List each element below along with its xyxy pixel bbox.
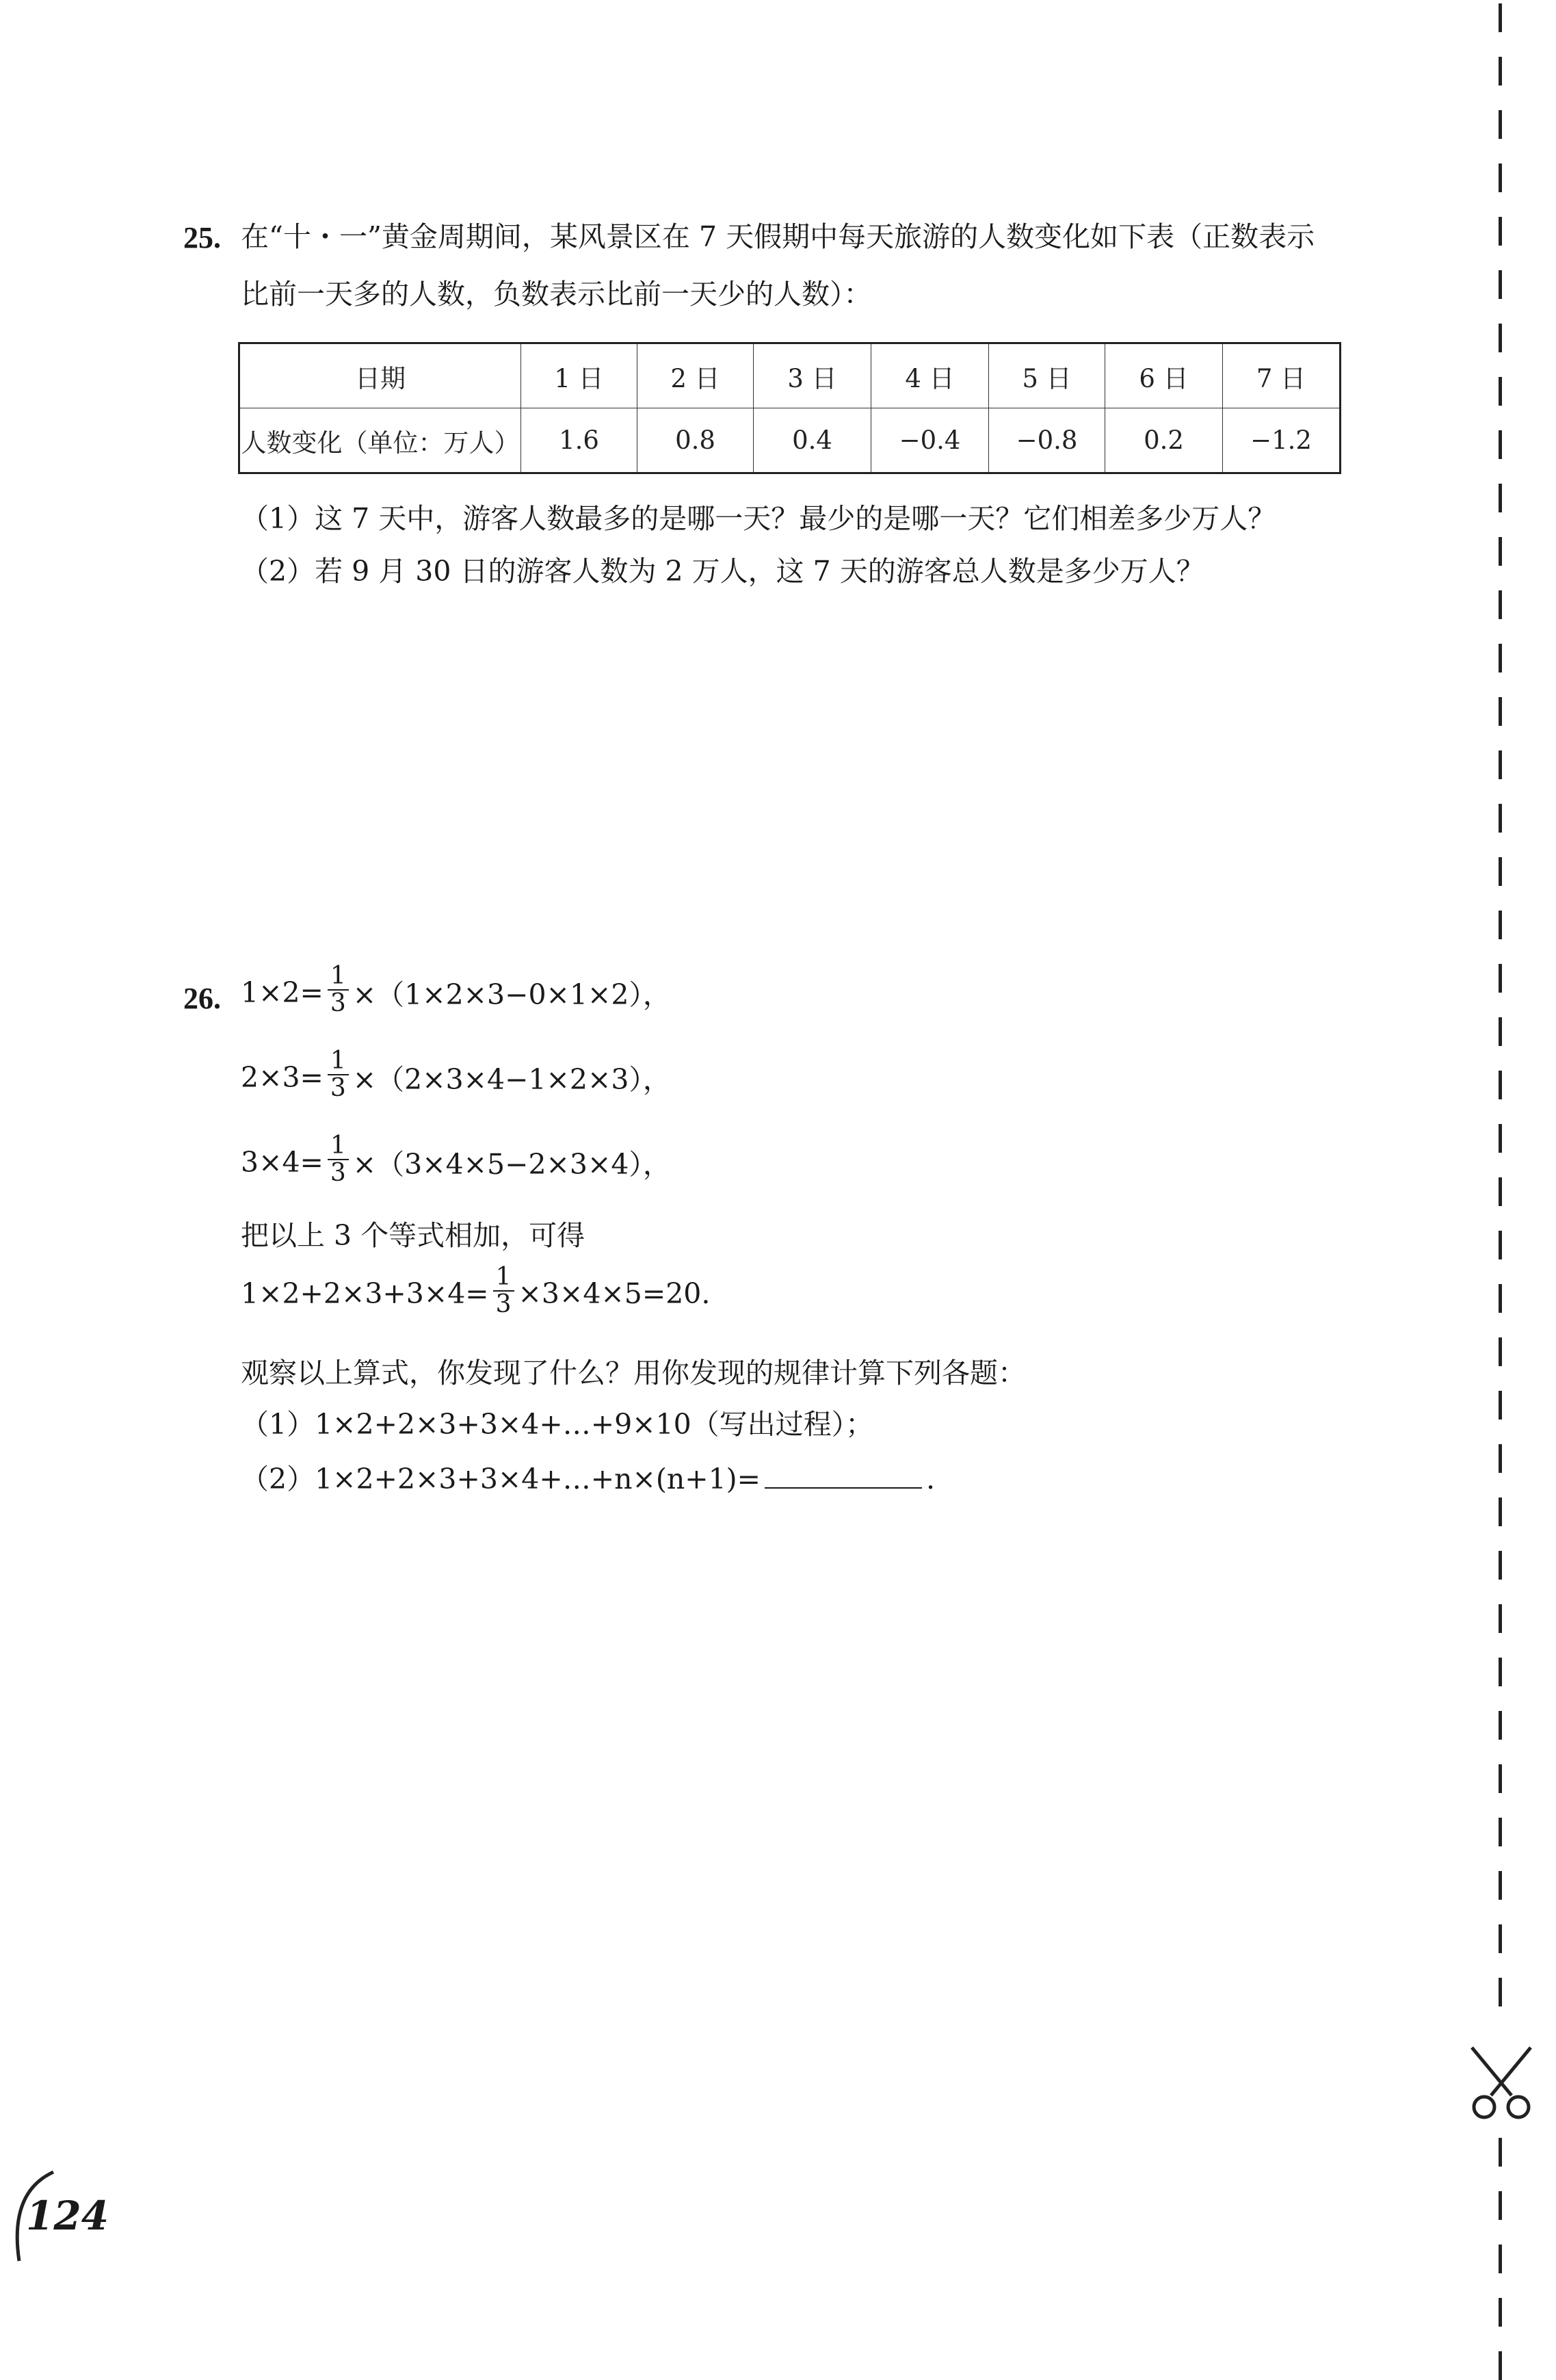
table-cell: 0.8 xyxy=(637,408,754,473)
fraction-denominator: 3 xyxy=(330,1073,346,1102)
cut-line-dash xyxy=(1499,2351,1502,2380)
cut-line-dash xyxy=(1499,1071,1502,1099)
cut-line-dash xyxy=(1499,1177,1502,1206)
table-cell: 1.6 xyxy=(521,408,637,473)
cut-line-dash xyxy=(1499,911,1502,939)
table-cell: 日期 xyxy=(239,343,521,408)
cut-line-dash xyxy=(1499,430,1502,459)
cut-line-dash xyxy=(1499,1711,1502,1740)
equation-lhs: 2×3= xyxy=(241,1060,324,1094)
table-cell: 3 日 xyxy=(754,343,871,408)
q26-equation-3 xyxy=(241,1132,671,1189)
cut-line-dash xyxy=(1499,2191,1502,2220)
table-cell: 5 日 xyxy=(989,343,1105,408)
cut-line-dash xyxy=(1499,3,1502,32)
cut-line-dash xyxy=(1499,1284,1502,1313)
cut-line-dash xyxy=(1499,270,1502,299)
table-row-date xyxy=(239,343,1341,408)
equation-rhs: ×（2×3×4−1×2×3）， xyxy=(352,1063,671,1097)
table-cell: 0.2 xyxy=(1105,408,1223,473)
cut-line-dash xyxy=(1499,697,1502,726)
q26-add-text: 把以上 3 个等式相加，可得 xyxy=(241,1219,585,1252)
cut-line-dash xyxy=(1499,484,1502,512)
cut-line-dash xyxy=(1499,2245,1502,2273)
equation-lhs: 3×4= xyxy=(241,1145,324,1179)
cut-line-dash xyxy=(1499,110,1502,139)
fraction-denominator: 3 xyxy=(330,1158,346,1187)
fraction-numerator: 1 xyxy=(328,963,349,991)
q25-stem-line1: 在“十・一”黄金周期间，某风景区在 7 天假期中每天旅游的人数变化如下表（正数表示 xyxy=(241,220,1315,253)
cut-line-dash xyxy=(1499,1124,1502,1153)
fraction xyxy=(328,1133,349,1186)
answer-blank[interactable] xyxy=(765,1463,922,1489)
table-cell: 2 日 xyxy=(637,343,754,408)
cut-line-dash xyxy=(1499,750,1502,779)
cut-line-dash xyxy=(1499,1764,1502,1793)
fraction xyxy=(493,1264,514,1318)
equation-rhs: ×（1×2×3−0×1×2）， xyxy=(352,978,671,1012)
equation-lhs: 1×2= xyxy=(241,976,324,1009)
table-cell: 人数变化（单位：万人） xyxy=(239,408,521,473)
cut-line-dash xyxy=(1499,1604,1502,1633)
cut-line-dash xyxy=(1499,804,1502,833)
cut-line-dash xyxy=(1499,1017,1502,1046)
cut-line-dash xyxy=(1499,1871,1502,1900)
page-number: 124 xyxy=(26,2193,109,2239)
cut-line-dash xyxy=(1499,1924,1502,1953)
q26-equation-2 xyxy=(241,1047,671,1104)
cut-line-dash xyxy=(1499,1444,1502,1473)
table-cell: −1.2 xyxy=(1223,408,1341,473)
cut-line-dash xyxy=(1499,1498,1502,1526)
cut-line-dash xyxy=(1499,57,1502,86)
cut-line-dash xyxy=(1499,1391,1502,1420)
q26-sub2 xyxy=(241,1463,935,1493)
fraction-denominator: 3 xyxy=(330,989,346,1017)
cut-line-dash xyxy=(1499,644,1502,672)
cut-line-dash xyxy=(1499,590,1502,619)
fraction-numerator: 1 xyxy=(328,1133,349,1160)
cut-line-dash xyxy=(1499,1551,1502,1580)
q26-sub2-text: （2）1×2+2×3+3×4+…+n×(n+1)= xyxy=(241,1463,761,1495)
cut-line-dash xyxy=(1499,1231,1502,1259)
table-cell: 4 日 xyxy=(871,343,989,408)
fraction xyxy=(328,1048,349,1101)
fraction-denominator: 3 xyxy=(495,1290,512,1318)
cut-line-dash xyxy=(1499,537,1502,566)
fraction-numerator: 1 xyxy=(328,1048,349,1075)
cut-line-dash xyxy=(1499,2138,1502,2167)
cut-line-dash xyxy=(1499,1337,1502,1366)
q26-equation-1 xyxy=(241,962,671,1019)
cut-line-dash xyxy=(1499,857,1502,886)
tourist-change-table xyxy=(238,342,1341,474)
cut-line-dash xyxy=(1499,1978,1502,2006)
cut-line-dash xyxy=(1499,164,1502,192)
cut-line-dash xyxy=(1499,1658,1502,1686)
q26-sub2-end: . xyxy=(926,1463,936,1495)
table-cell: 6 日 xyxy=(1105,343,1223,408)
equation-rhs: ×3×4×5=20. xyxy=(518,1277,711,1310)
fraction xyxy=(328,963,349,1017)
q25-number: 25. xyxy=(183,221,221,254)
table-cell: 1 日 xyxy=(521,343,637,408)
q26-sub1: （1）1×2+2×3+3×4+…+9×10（写出过程）； xyxy=(241,1408,874,1441)
cut-line-dash xyxy=(1499,377,1502,406)
equation-lhs: 1×2+2×3+3×4= xyxy=(241,1277,489,1310)
q26-number: 26. xyxy=(183,982,221,1015)
table-row-change xyxy=(239,408,1341,473)
q25-stem-line2: 比前一天多的人数，负数表示比前一天少的人数）： xyxy=(241,278,872,311)
q25-sub1: （1）这 7 天中，游客人数最多的是哪一天？最少的是哪一天？它们相差多少万人？ xyxy=(241,502,1276,535)
cut-line-dash xyxy=(1499,964,1502,993)
table-cell: −0.8 xyxy=(989,408,1105,473)
equation-rhs: ×（3×4×5−2×3×4）， xyxy=(352,1148,671,1181)
cut-line-dash xyxy=(1499,217,1502,246)
cut-line-dash xyxy=(1499,1818,1502,1846)
table-cell: 0.4 xyxy=(754,408,871,473)
scissors-icon xyxy=(1464,2042,1539,2124)
table-cell: −0.4 xyxy=(871,408,989,473)
table-cell: 7 日 xyxy=(1223,343,1341,408)
q25-sub2: （2）若 9 月 30 日的游客人数为 2 万人，这 7 天的游客总人数是多少万人？ xyxy=(241,555,1204,588)
cut-line-dash xyxy=(1499,324,1502,352)
q26-equation-sum xyxy=(241,1263,711,1320)
fraction-numerator: 1 xyxy=(493,1264,514,1292)
q26-observe: 观察以上算式，你发现了什么？用你发现的规律计算下列各题： xyxy=(241,1357,1026,1389)
cut-line-dash xyxy=(1499,2298,1502,2327)
